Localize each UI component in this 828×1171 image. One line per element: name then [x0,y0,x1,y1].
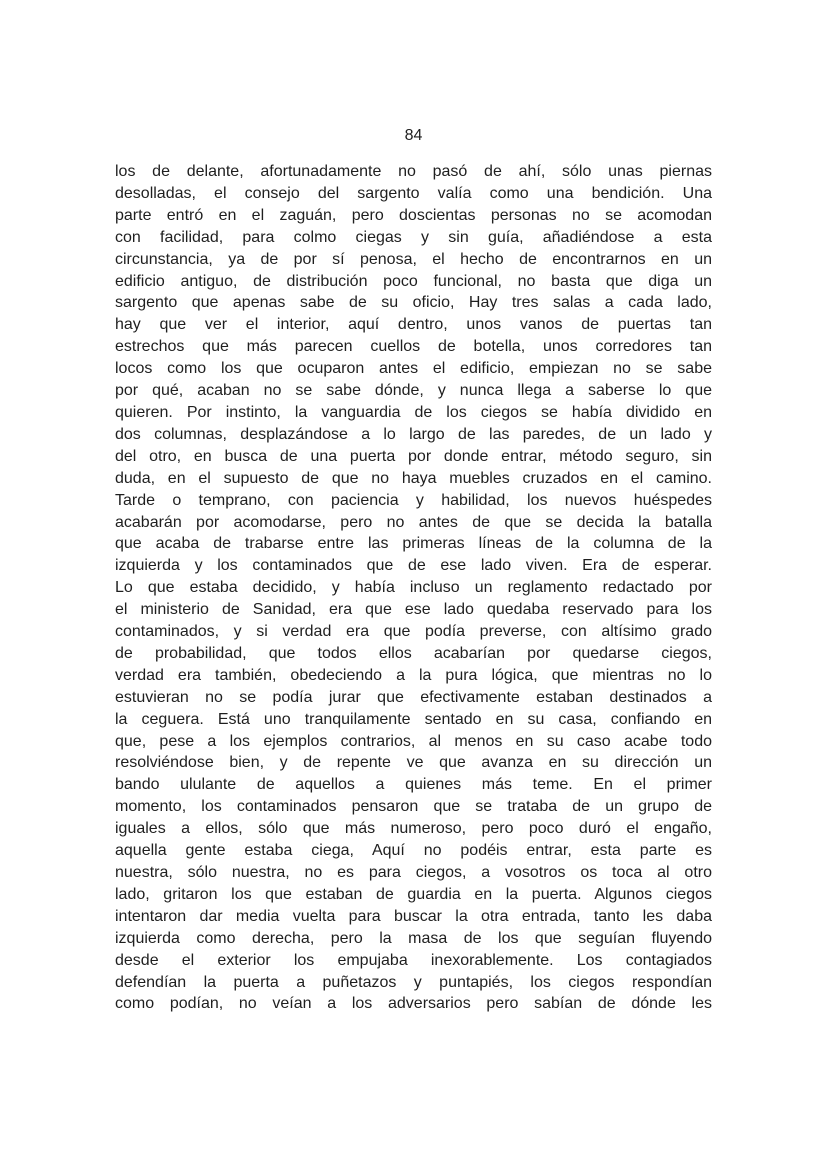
text-line: izquierda y los contaminados que de ese lado viven. Era de esperar. [115,557,712,575]
text-line: Lo que estaba decidido, y había incluso un reglamento redactado por [115,579,712,597]
text-line: acabarán por acomodarse, pero no antes de que se decida la batalla [115,513,712,531]
text-line: izquierda como derecha, pero la masa de los que seguían fluyendo [115,929,712,947]
text-line: la ceguera. Está uno tranquilamente sentado en su casa, confiando en [115,710,712,728]
text-line: intentaron dar media vuelta para buscar la otra entrada, tanto les daba [115,907,712,925]
text-line: iguales a ellos, sólo que más numeroso, pero poco duró el engaño, [115,820,712,838]
text-line: dos columnas, desplazándose a lo largo de las paredes, de un lado y [115,425,712,443]
text-line: Tarde o temprano, con paciencia y habilidad, los nuevos huéspedes [115,491,712,509]
text-line: hay que ver el interior, aquí dentro, unos vanos de puertas tan [115,316,712,334]
text-line: circunstancia, ya de por sí penosa, el hecho de encontrarnos en un [115,250,712,268]
text-line: desolladas, el consejo del sargento valía como una bendición. Una [115,184,712,202]
text-line: bando ululante de aquellos a quienes más teme. En el primer [115,776,712,794]
text-line: estrechos que más parecen cuellos de botella, unos corredores tan [115,338,712,356]
text-line: parte entró en el zaguán, pero doscientas personas no se acomodan [115,206,712,224]
text-line: momento, los contaminados pensaron que se trataba de un grupo de [115,798,712,816]
page-number: 84 [404,127,423,144]
text-line: contaminados, y si verdad era que podía preverse, con altísimo grado [115,623,712,641]
text-line: con facilidad, para colmo ciegas y sin guía, añadiéndose a esta [115,228,712,246]
text-line: aquella gente estaba ciega, Aquí no podéis entrar, esta parte es [115,842,712,860]
text-line: estuvieran no se podía jurar que efectivamente estaban destinados a [115,688,712,706]
text-line: edificio antiguo, de distribución poco funcional, no basta que diga un [115,272,712,290]
text-line: duda, en el supuesto de que no haya muebles cruzados en el camino. [115,469,712,487]
body-text [115,161,712,1015]
text-line: los de delante, afortunadamente no pasó de ahí, sólo unas piernas [115,163,712,180]
text-line: desde el exterior los empujaba inexorablemente. Los contagiados [115,951,712,969]
text-line: locos como los que ocuparon antes el edificio, empiezan no se sabe [115,360,712,378]
text-line: resolviéndose bien, y de repente ve que avanza en su dirección un [115,754,712,772]
text-line: verdad era también, obedeciendo a la pura lógica, que mientras no lo [115,666,712,684]
text-line: como podían, no veían a los adversarios pero sabían de dónde les [115,995,712,1013]
text-line: quieren. Por instinto, la vanguardia de los ciegos se había dividido en [115,403,712,421]
text-line: por qué, acaban no se sabe dónde, y nunca llega a saberse lo que [115,382,712,400]
text-line: que acaba de trabarse entre las primeras líneas de la columna de la [115,535,712,553]
text-line: de probabilidad, que todos ellos acabarían por quedarse ciegos, [115,644,712,662]
text-line: que, pese a los ejemplos contrarios, al menos en su caso acabe todo [115,732,712,750]
text-line: nuestra, sólo nuestra, no es para ciegos, a vosotros os toca al otro [115,864,712,881]
text-line: sargento que apenas sabe de su oficio, Hay tres salas a cada lado, [115,294,712,312]
text-line: del otro, en busca de una puerta por donde entrar, método seguro, sin [115,447,712,465]
text-line: defendían la puerta a puñetazos y puntapiés, los ciegos respondían [115,973,712,991]
text-line: el ministerio de Sanidad, era que ese lado quedaba reservado para los [115,601,712,619]
text-line: lado, gritaron los que estaban de guardia en la puerta. Algunos ciegos [115,885,712,903]
